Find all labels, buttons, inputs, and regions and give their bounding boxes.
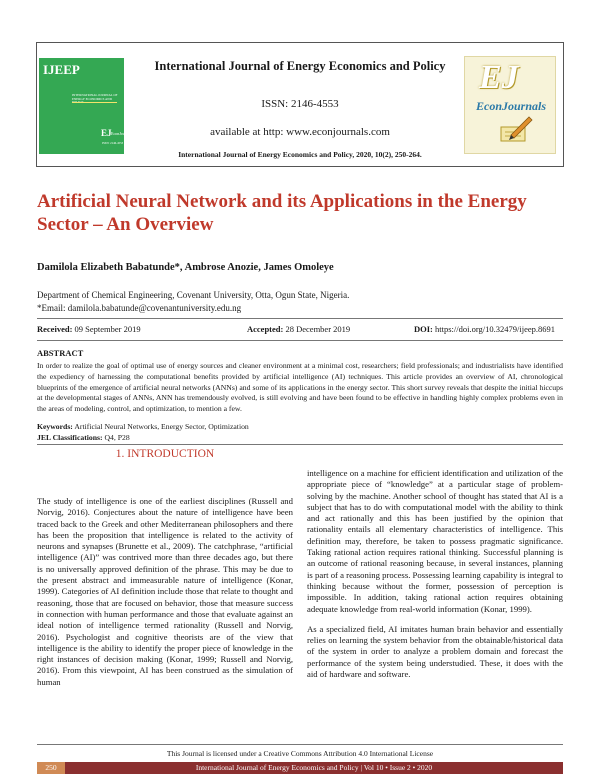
doi-link[interactable]: https://doi.org/10.32479/ijeep.8691 — [435, 324, 556, 334]
divider-footer — [37, 744, 563, 745]
divider-top — [37, 318, 563, 319]
section-heading: 1. INTRODUCTION — [115, 448, 215, 460]
corresponding-email: *Email: damilola.babatunde@covenantuniversity.edu.ng — [37, 303, 242, 313]
jel-classifications — [37, 433, 130, 442]
author-affiliation: Department of Chemical Engineering, Covenant University, Otta, Ogun State, Nigeria. — [37, 290, 350, 300]
journal-availability: available at http: www.econjournals.com — [210, 126, 390, 138]
jel-label: JEL Classifications: — [37, 433, 103, 442]
jel-value: Q4, P28 — [104, 433, 130, 442]
divider-dates — [37, 340, 563, 341]
keywords-label: Keywords: — [37, 422, 73, 431]
page-number: 250 — [37, 762, 65, 774]
accepted-value: 28 December 2019 — [285, 324, 351, 334]
doi — [414, 324, 555, 334]
cover-brand-mark: EJ — [101, 128, 112, 138]
received-date — [37, 324, 141, 334]
body-paragraph: intelligence on a machine for efficient identification and utilization of the appropriate piece of “knowledge” at a particular stage of problem-solving by the machine. Another school of thought has stated that AI is a subject that has to do with computational model with the ability to think and act rationally and this has been justified by the opinion that rationality entails all elementary characteristics of intelligence. This definition may, therefore, be taken to possess pragmatic significance. Taking rational action requires rational thinking. Successful planning is an outcome of rational reasoning because, in several instances, planning is part of a reasoning process. Possessing learning capability is integral to thinking because without the former, possession of perception is impossible. In addition, taking rational action requires obtaining adequate knowledge from real-world information (Konar, 1999). — [307, 468, 563, 614]
body-paragraph: As a specialized field, AI imitates human brain behavior and essentially relies on learning the system behavior from the obtainable/historical data of the system in order to analyze a problem domain and forecast the performance of the system being understudied. These, it does with the aid of hardware and software. — [307, 623, 563, 680]
keywords-value: Artificial Neural Networks, Energy Sector, Optimization — [74, 422, 249, 431]
cover-brand: EconJournals — [111, 131, 133, 136]
keywords — [37, 422, 249, 431]
abstract-text: In order to realize the goal of optimal use of energy sources and cleaner environment at a minimal cost, researchers; field professionals; and industrialists have identified the expediency of harnessing the computational benefits provided by artificial intelligence (AI) techniques. This article provides an overview of AI, chronological blueprints of the emergence of artificial neural networks (ANNs) and some of its applications in the energy sector. This short survey reveals that despite the initial hiccups at the developmental stages of ANNs, ANN has tremendously evolved, is still evolving and have been found to be effective in handling highly complex problems even in the areas of modeling, control, and optimization, to mention a few. — [37, 361, 563, 414]
received-value: 09 September 2019 — [74, 324, 141, 334]
journal-issn: ISSN: 2146-4553 — [261, 98, 339, 110]
right-column — [307, 468, 563, 689]
cover-small-text: INTERNATIONAL JOURNAL OF ENERGY ECONOMICS AND — [72, 93, 118, 101]
footer-journal-line: International Journal of Energy Economics and Policy | Vol 10 • Issue 2 • 2020 — [195, 763, 433, 772]
cover-issn: ISSN: 2146-4553 — [102, 141, 124, 145]
body-paragraph: The study of intelligence is one of the earliest disciplines (Russell and Norvig, 2016). Conjectures about the nature of intelligence have been traced back to the Greek and other Mediterranean philosophers and there has been the proposition that intelligence is related to the activity of neurons and synapses (Brunette et al., 2009). The catchphrase, “artificial intelligence (AI)” was contrived more than three decades ago, but there is no universally approved definition of the phrase. This may be due to the present abstract and immeasurable nature of intelligence (Konar, 1999). Categories of AI definition include those that relate to thought and reasoning, those that are focused on behavior, those that measure success in connection with human performance and those that evaluate against an ideal notion of intelligence termed rationality (Russell and Norvig, 2016). Psychologist and cognitive theorists are of the view that intelligence is the ability to identify the proper piece of knowledge in the right instances of decision making (Konar, 1999; Russell and Norvig, 2016). From this viewpoint, AI has been construed as the simulation of human — [37, 496, 293, 687]
divider-abstract — [37, 444, 563, 445]
accepted-date — [247, 324, 350, 334]
logo-name: EconJournals — [475, 99, 547, 113]
pencil-icon — [499, 113, 533, 145]
license-note: This Journal is licensed under a Creative Commons Attribution 4.0 International License — [166, 749, 434, 758]
article-citation: International Journal of Energy Economics and Policy, 2020, 10(2), 250-264. — [178, 150, 422, 159]
received-label: Received: — [37, 324, 73, 334]
cover-acronym: IJEEP — [43, 62, 80, 77]
author-list: Damilola Elizabeth Babatunde*, Ambrose Anozie, James Omoleye — [37, 262, 334, 273]
footer-bar — [37, 762, 563, 774]
doi-label: DOI: — [414, 324, 433, 334]
cover-divider — [72, 102, 117, 103]
abstract-heading: ABSTRACT — [37, 348, 84, 358]
accepted-label: Accepted: — [247, 324, 284, 334]
left-column — [37, 496, 293, 697]
journal-cover-image — [39, 58, 133, 154]
article-title: Artificial Neural Network and its Applications in the Energy Sector – An Overview — [37, 191, 527, 235]
journal-title: International Journal of Energy Economics and Policy — [154, 59, 446, 73]
econjournals-logo — [464, 56, 556, 154]
logo-mark: EJ — [479, 59, 519, 96]
